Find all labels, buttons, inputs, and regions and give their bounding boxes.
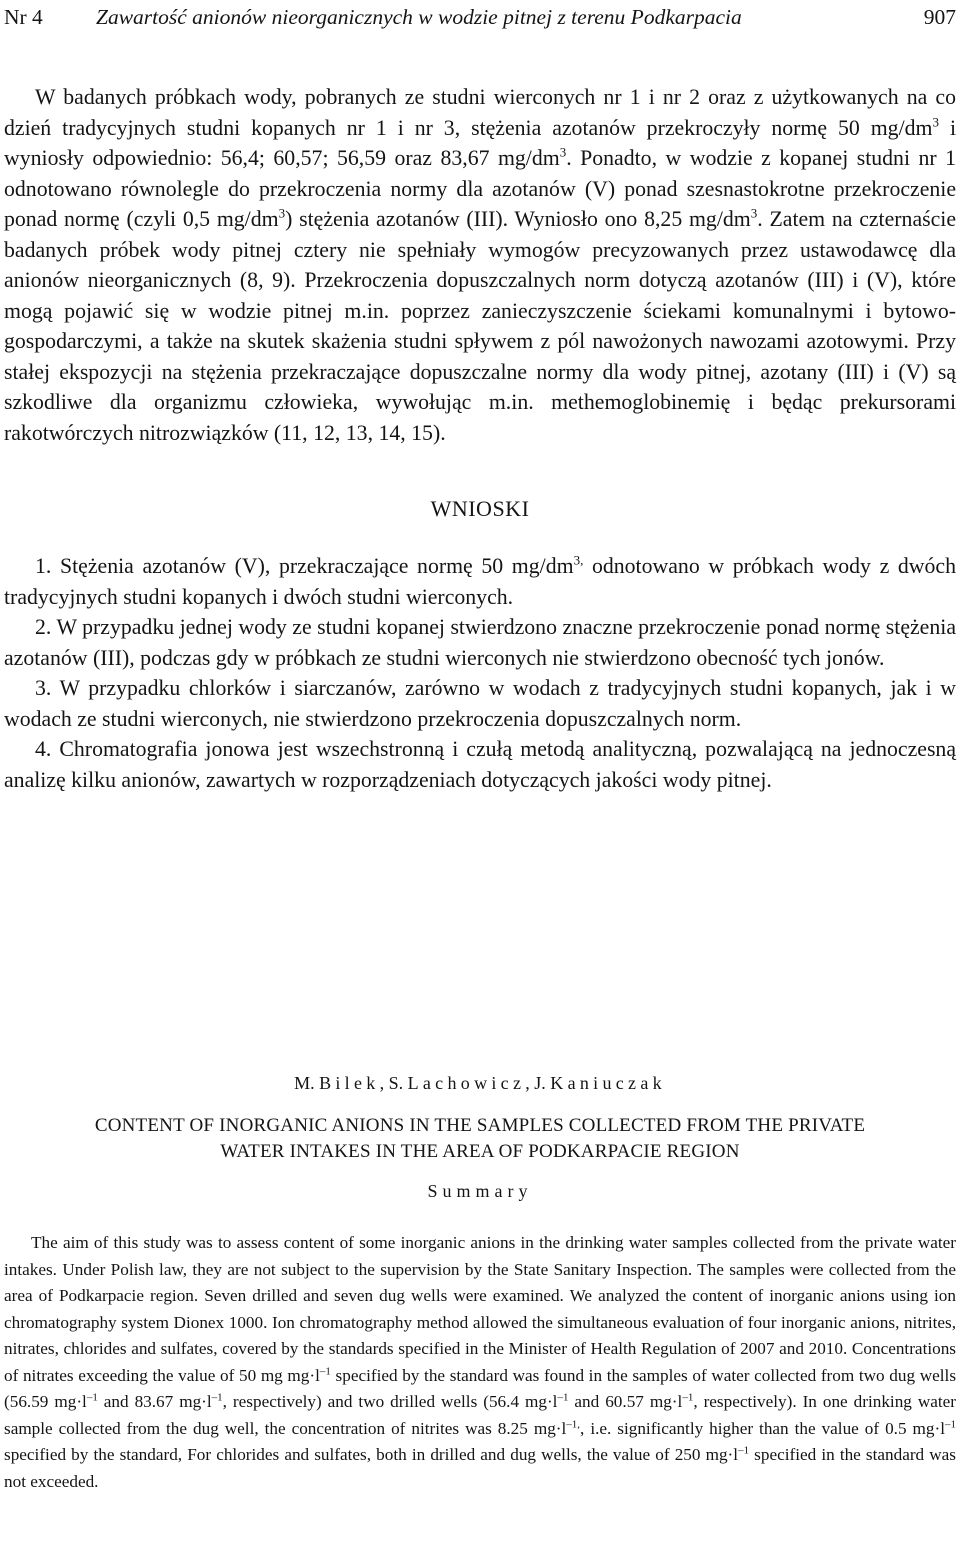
results-paragraph: W badanych próbkach wody, pobranych ze studni wierconych nr 1 i nr 2 oraz z użytkowanych na co dzień tradycyjnych studni kopanych nr 1 i nr 3, stężenia azotanów przekroczyły normę 50 $mg/dm^3$ i wyniosły odpowiednio: 56,4; 60,57; 56,59 oraz 83,67 $mg/dm^3$. Ponadto, w wodzie z kopanej studni nr 1 odnotowano równolegle do przekroczenia normy dla azotanów (V) ponad szesnastokrotne przekroczenie ponad normę (czyli 0,5 $mg/dm^3$) stężenia azotanów (III). Wyniosło ono 8,25 $mg/dm^3$. Zatem na czternaście badanych próbek wody pitnej cztery nie spełniały wymogów precyzowanych przez ustawodawcę dla anionów nieorganicznych (8, 9). Przekroczenia dopuszczalnych norm dotyczą azotanów (III) i (V), które mogą pojawić się w wodzie pitnej m.in. poprzez zanieczyszczenie ściekami komunalnymi i bytowo-gospodarczymi, a także na skutek skażenia studni spływem z pól nawożonych nawozami azotowymi. Przy stałej ekspozycji na stężenia przekraczające dopuszczalne normy dla wody pitnej, azotany (III) i (V) są szkodliwe dla organizmu człowieka, wywołując m.in. methemoglobinemię i będąc prekursorami rakotwórczych nitrozwiązków (11, 12, 13, 14, 15). xyxy=(4,85,957,445)
page-number: 907 xyxy=(923,5,956,29)
article-body xyxy=(4,82,956,795)
author-3: Kaniuczak xyxy=(550,1073,666,1093)
issue-number: Nr 4 xyxy=(4,5,43,29)
author-2: Lachowicz xyxy=(407,1073,526,1093)
english-title: CONTENT OF INORGANIC ANIONS IN THE SAMPLES COLLECTED FROM THE PRIVATE WATER INTAKES IN THE AREA OF PODKARPACIE REGION xyxy=(94,1115,866,1162)
running-header xyxy=(4,2,956,32)
conclusion-item-2: 2. W przypadku jednej wody ze studni kopanej stwierdzono znaczne przekroczenie ponad normę stężenia azotanów (III), podczas gdy w próbkach ze studni wierconych nie stwierdzono obecność tych jonów. xyxy=(4,615,956,670)
abstract-paragraph: The aim of this study was to assess content of some inorganic anions in the drinking water samples collected from the private water intakes. Under Polish law, they are not subject to the supervision by the State Sanitary Inspection. The samples were collected from the area of Podkarpacie region. Seven drilled and seven dug wells were examined. We analyzed the content of inorganic anions using ion chromatography system Dionex 1000. Ion chromatography method allowed the simultaneous evaluation of four inorganic anions, nitrites, nitrates, chlorides and sulfates, covered by the standards specified in the Minister of Health Regulation of 2007 and 2010. Concentrations of nitrates exceeding the value of 50 mg $mg\cdot l^{-1}$ specified by the standard was found in the samples of water collected from two dug wells (56.59 $mg\cdot l^{-1}$ and 83.67 $mg\cdot l^{-1}$, respectively) and two drilled wells (56.4 $mg\cdot l^{-1}$ and 60.57 $mg\cdot l^{-1}$, respectively). In one drinking water sample collected from the dug well, the concentration of nitrites was 8.25 $mg\cdot l^{-1,}$, i.e. significantly higher than the value of 0.5 $mg\cdot l^{-1}$ specified by the standard, For chlorides and sulfates, both in drilled and dug wells, the value of 250 $mg\cdot l^{-1}$ specified in the standard was not exceeded. xyxy=(4,1233,957,1491)
conclusions-list xyxy=(4,551,956,795)
conclusion-item-3: 3. W przypadku chlorków i siarczanów, zarówno w wodach z tradycyjnych studni kopanych, jak i w wodach ze studni wierconych, nie stwierdzono przekroczenia dopuszczalnych norm. xyxy=(4,676,956,731)
english-abstract xyxy=(4,1230,956,1495)
summary-heading: Summary xyxy=(427,1181,533,1201)
authors-line: M. Bilek, S. Lachowicz, J. Kaniuczak xyxy=(294,1073,666,1093)
conclusion-item-4: 4. Chromatografia jonowa jest wszechstronną i czułą metodą analityczną, pozwalającą na jednoczesną analizę kilku anionów, zawartych w rozporządzeniach dotyczących jakości wody pitnej. xyxy=(4,737,956,792)
conclusion-item-1: 1. Stężenia azotanów (V), przekraczające normę 50 $mg/dm^{3,}$ odnotowano w próbkach wody z dwóch tradycyjnych studni kopanych i dwóch studni wierconych. xyxy=(4,552,956,609)
conclusions-heading: WNIOSKI xyxy=(430,496,530,521)
author-1: Bilek xyxy=(319,1073,380,1093)
running-title: Zawartość anionów nieorganicznych w wodzie pitnej z terenu Podkarpacia xyxy=(96,5,742,29)
